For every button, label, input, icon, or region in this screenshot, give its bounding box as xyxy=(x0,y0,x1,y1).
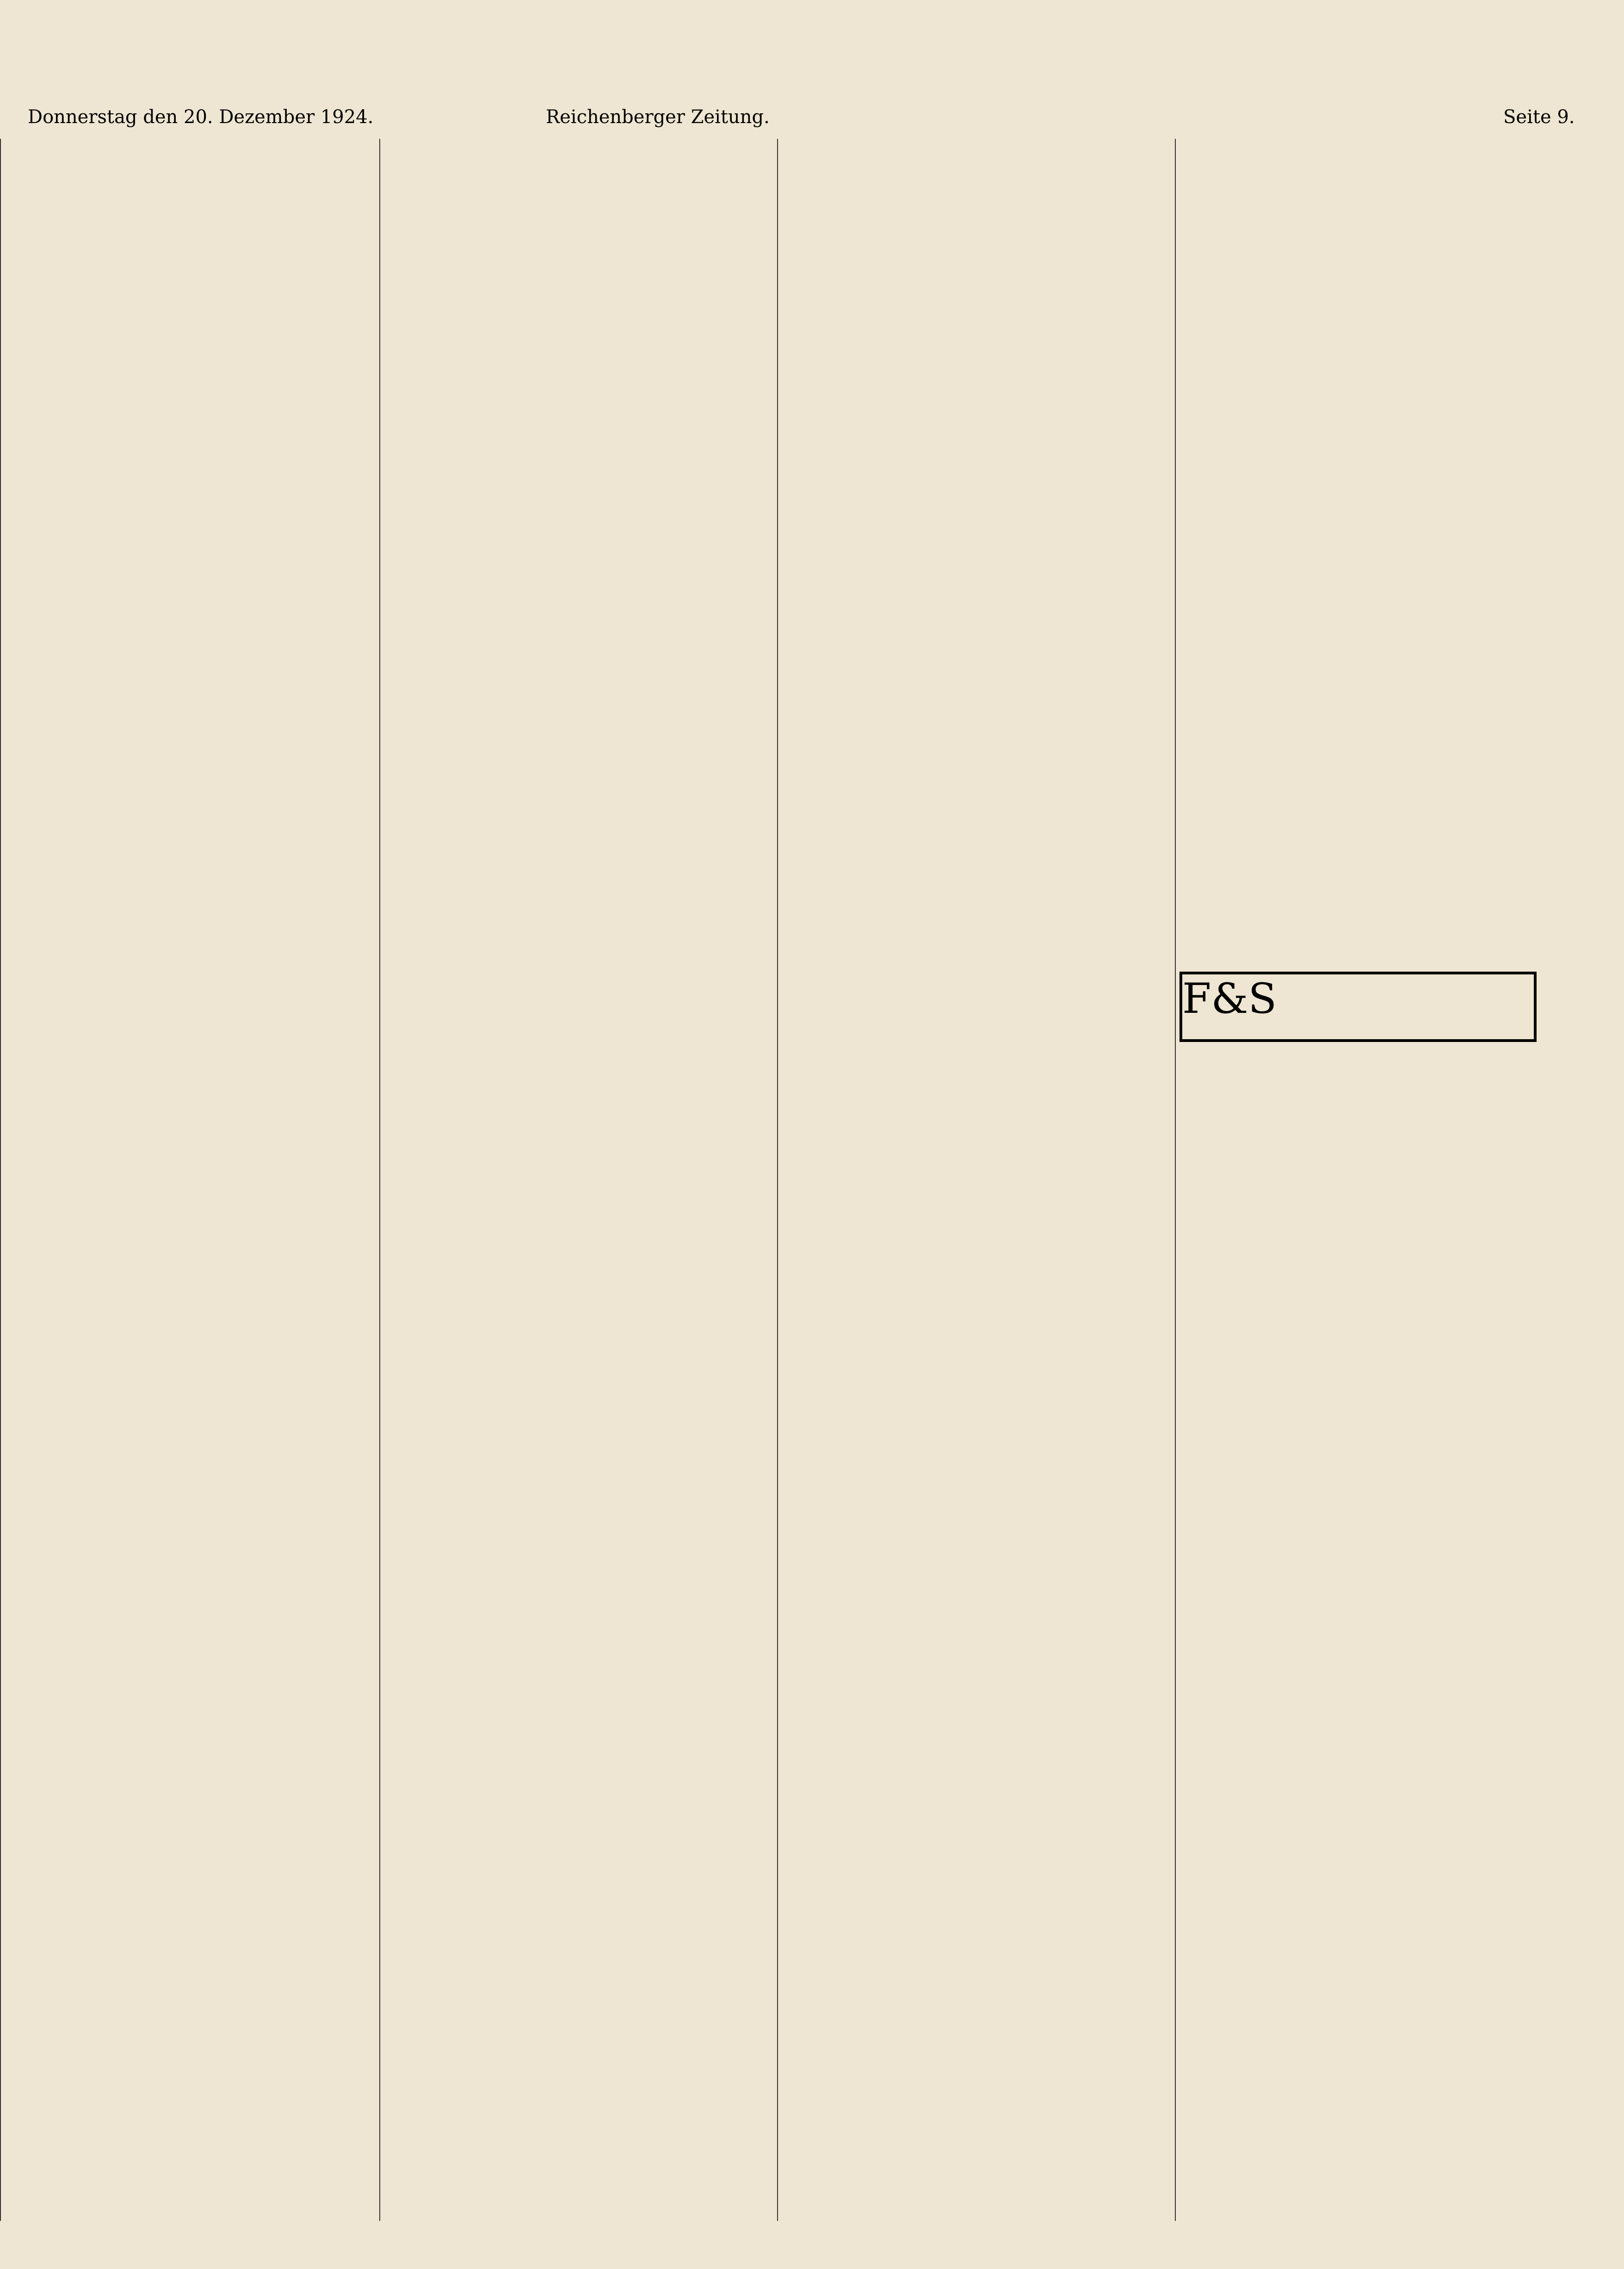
title: Reichenberger Zeitung. xyxy=(546,106,770,128)
page-no: Seite 9. xyxy=(1503,106,1575,128)
col-3 xyxy=(777,139,1125,2221)
date: Donnerstag den 20. Dezember 1924. xyxy=(28,106,374,128)
col-1 xyxy=(0,139,348,2221)
col-2 xyxy=(379,139,727,2221)
ad: F&S xyxy=(1179,972,1537,1042)
col-4 xyxy=(1175,139,1523,2221)
